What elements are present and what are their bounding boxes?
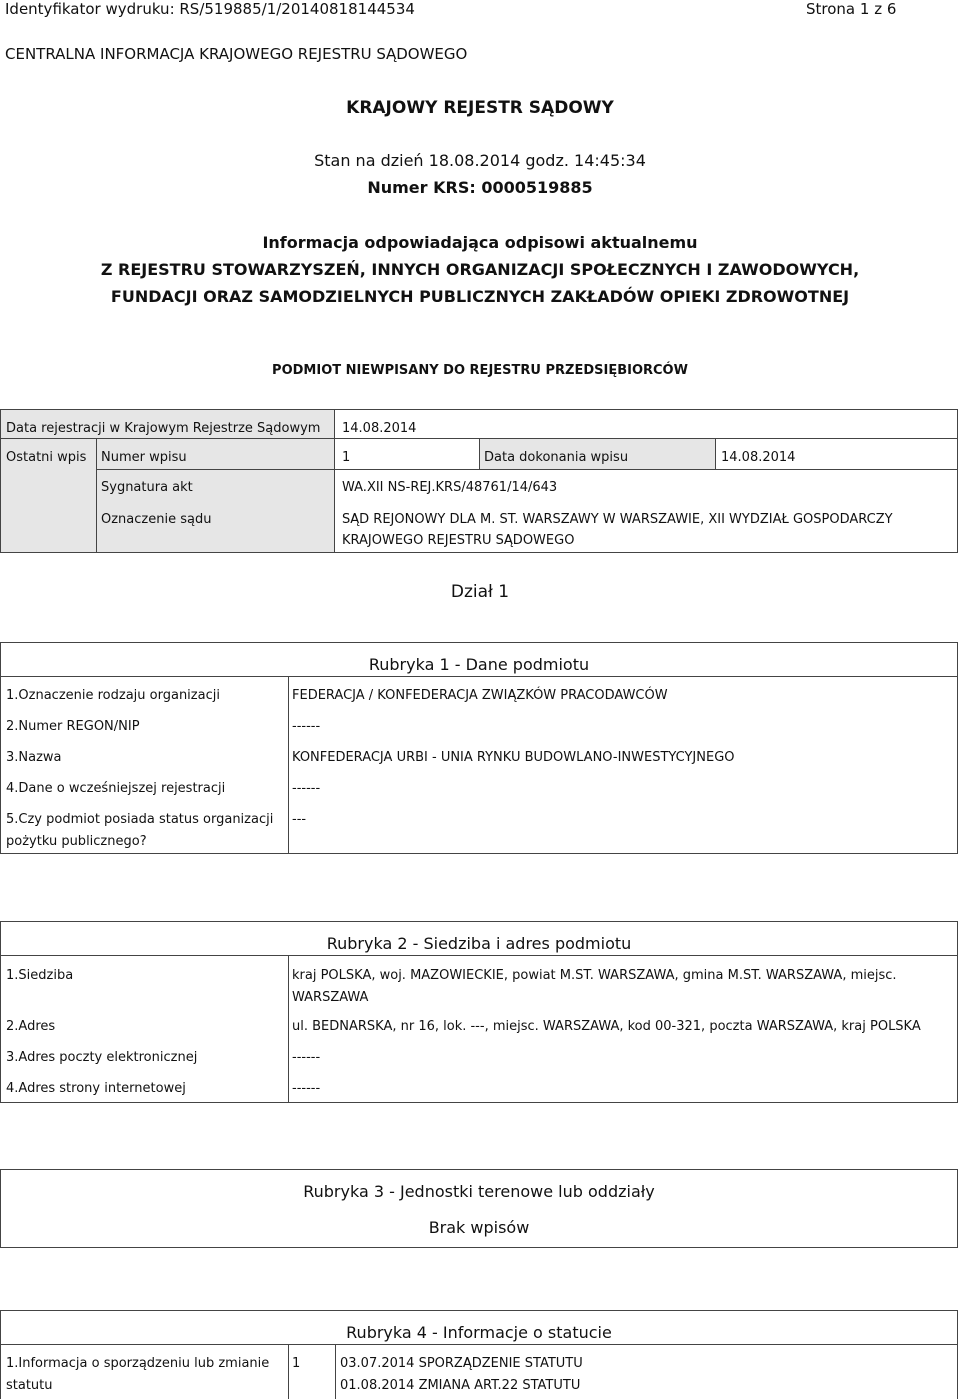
info-line-1: Informacja odpowiadająca odpisowi aktualnemu	[262, 233, 698, 252]
rubryka-3-empty: Brak wpisów	[428, 1218, 530, 1237]
divider	[0, 1344, 958, 1345]
r1-value-3: KONFEDERACJA URBI - UNIA RYNKU BUDOWLANO-INWESTYCYJNEGO	[292, 750, 735, 765]
r4-value-line-1: 03.07.2014 SPORZĄDZENIE STATUTU	[340, 1356, 583, 1371]
divider	[0, 676, 958, 677]
divider	[96, 438, 97, 553]
r2-label-3: 3.Adres poczty elektronicznej	[6, 1050, 198, 1065]
r1-label-3: 3.Nazwa	[6, 750, 62, 765]
r1-value-4: ------	[292, 781, 321, 796]
r1-label-4: 4.Dane o wcześniejszej rejestracji	[6, 781, 226, 796]
entry-number-value: 1	[342, 450, 351, 465]
r4-value-line-2: 01.08.2014 ZMIANA ART.22 STATUTU	[340, 1378, 581, 1393]
reg-date-label: Data rejestracji w Krajowym Rejestrze Sądowym	[6, 421, 321, 436]
r1-label-5-line-2: pożytku publicznego?	[6, 834, 147, 849]
last-entry-label: Ostatni wpis	[6, 450, 87, 465]
signature-label: Sygnatura akt	[101, 480, 193, 495]
r1-value-1: FEDERACJA / KONFEDERACJA ZWIĄZKÓW PRACODAWCÓW	[292, 688, 668, 703]
court-label: Oznaczenie sądu	[101, 512, 212, 527]
info-line-3: FUNDACJI ORAZ SAMODZIELNYCH PUBLICZNYCH ZAKŁADÓW OPIEKI ZDROWOTNEJ	[110, 287, 850, 306]
divider	[479, 438, 480, 469]
r4-entry-number: 1	[292, 1356, 301, 1371]
rubryka-4-title: Rubryka 4 - Informacje o statucie	[346, 1323, 612, 1342]
court-value-line-2: KRAJOWEGO REJESTRU SĄDOWEGO	[342, 533, 575, 548]
r4-label-1-line-1: 1.Informacja o sporządzeniu lub zmianie	[6, 1356, 270, 1371]
krs-number: Numer KRS: 0000519885	[367, 178, 593, 197]
divider	[96, 469, 958, 470]
r2-label-1: 1.Siedziba	[6, 968, 74, 983]
entry-date-label: Data dokonania wpisu	[484, 450, 629, 465]
entry-date-value: 14.08.2014	[721, 450, 796, 465]
divider	[288, 955, 289, 1103]
r2-label-4: 4.Adres strony internetowej	[6, 1081, 186, 1096]
r2-label-2: 2.Adres	[6, 1019, 56, 1034]
divider	[288, 676, 289, 854]
divider	[334, 409, 335, 553]
r2-value-2: ul. BEDNARSKA, nr 16, lok. ---, miejsc. WARSZAWA, kod 00-321, poczta WARSZAWA, kraj POLSKA	[292, 1019, 921, 1034]
court-value-line-1: SĄD REJONOWY DLA M. ST. WARSZAWY W WARSZAWIE, XII WYDZIAŁ GOSPODARCZY	[342, 512, 893, 527]
entry-number-label: Numer wpisu	[101, 450, 187, 465]
registry-title: KRAJOWY REJESTR SĄDOWY	[346, 98, 614, 118]
subject-note: PODMIOT NIEWPISANY DO REJESTRU PRZEDSIĘBIORCÓW	[272, 363, 688, 378]
print-identifier: Identyfikator wydruku: RS/519885/1/20140818144534	[5, 0, 415, 18]
r2-value-1-line-2: WARSZAWA	[292, 990, 369, 1005]
organization-name: CENTRALNA INFORMACJA KRAJOWEGO REJESTRU SĄDOWEGO	[5, 45, 468, 63]
rubryka-3-title: Rubryka 3 - Jednostki terenowe lub oddziały	[303, 1182, 655, 1201]
rubryka-1-title: Rubryka 1 - Dane podmiotu	[368, 655, 590, 674]
section-title: Dział 1	[450, 582, 510, 602]
divider	[0, 955, 958, 956]
state-date: Stan na dzień 18.08.2014 godz. 14:45:34	[314, 151, 646, 170]
rubryka-2-title: Rubryka 2 - Siedziba i adres podmiotu	[326, 934, 632, 953]
page-indicator: Strona 1 z 6	[806, 0, 897, 18]
r1-label-5-line-1: 5.Czy podmiot posiada status organizacji	[6, 812, 274, 827]
r2-value-3: ------	[292, 1050, 321, 1065]
reg-date-value: 14.08.2014	[342, 421, 417, 436]
signature-value: WA.XII NS-REJ.KRS/48761/14/643	[342, 480, 558, 495]
r1-label-1: 1.Oznaczenie rodzaju organizacji	[6, 688, 220, 703]
r1-value-2: ------	[292, 719, 321, 734]
r2-value-1-line-1: kraj POLSKA, woj. MAZOWIECKIE, powiat M.ST. WARSZAWA, gmina M.ST. WARSZAWA, miejsc.	[292, 968, 897, 983]
r1-value-5: ---	[292, 812, 307, 827]
info-line-2: Z REJESTRU STOWARZYSZEŃ, INNYCH ORGANIZACJI SPOŁECZNYCH I ZAWODOWYCH,	[100, 260, 860, 279]
r1-label-2: 2.Numer REGON/NIP	[6, 719, 140, 734]
divider	[715, 438, 716, 469]
divider	[335, 1344, 336, 1399]
r2-value-4: ------	[292, 1081, 321, 1096]
divider	[288, 1344, 289, 1399]
r4-label-1-line-2: statutu	[6, 1378, 53, 1393]
